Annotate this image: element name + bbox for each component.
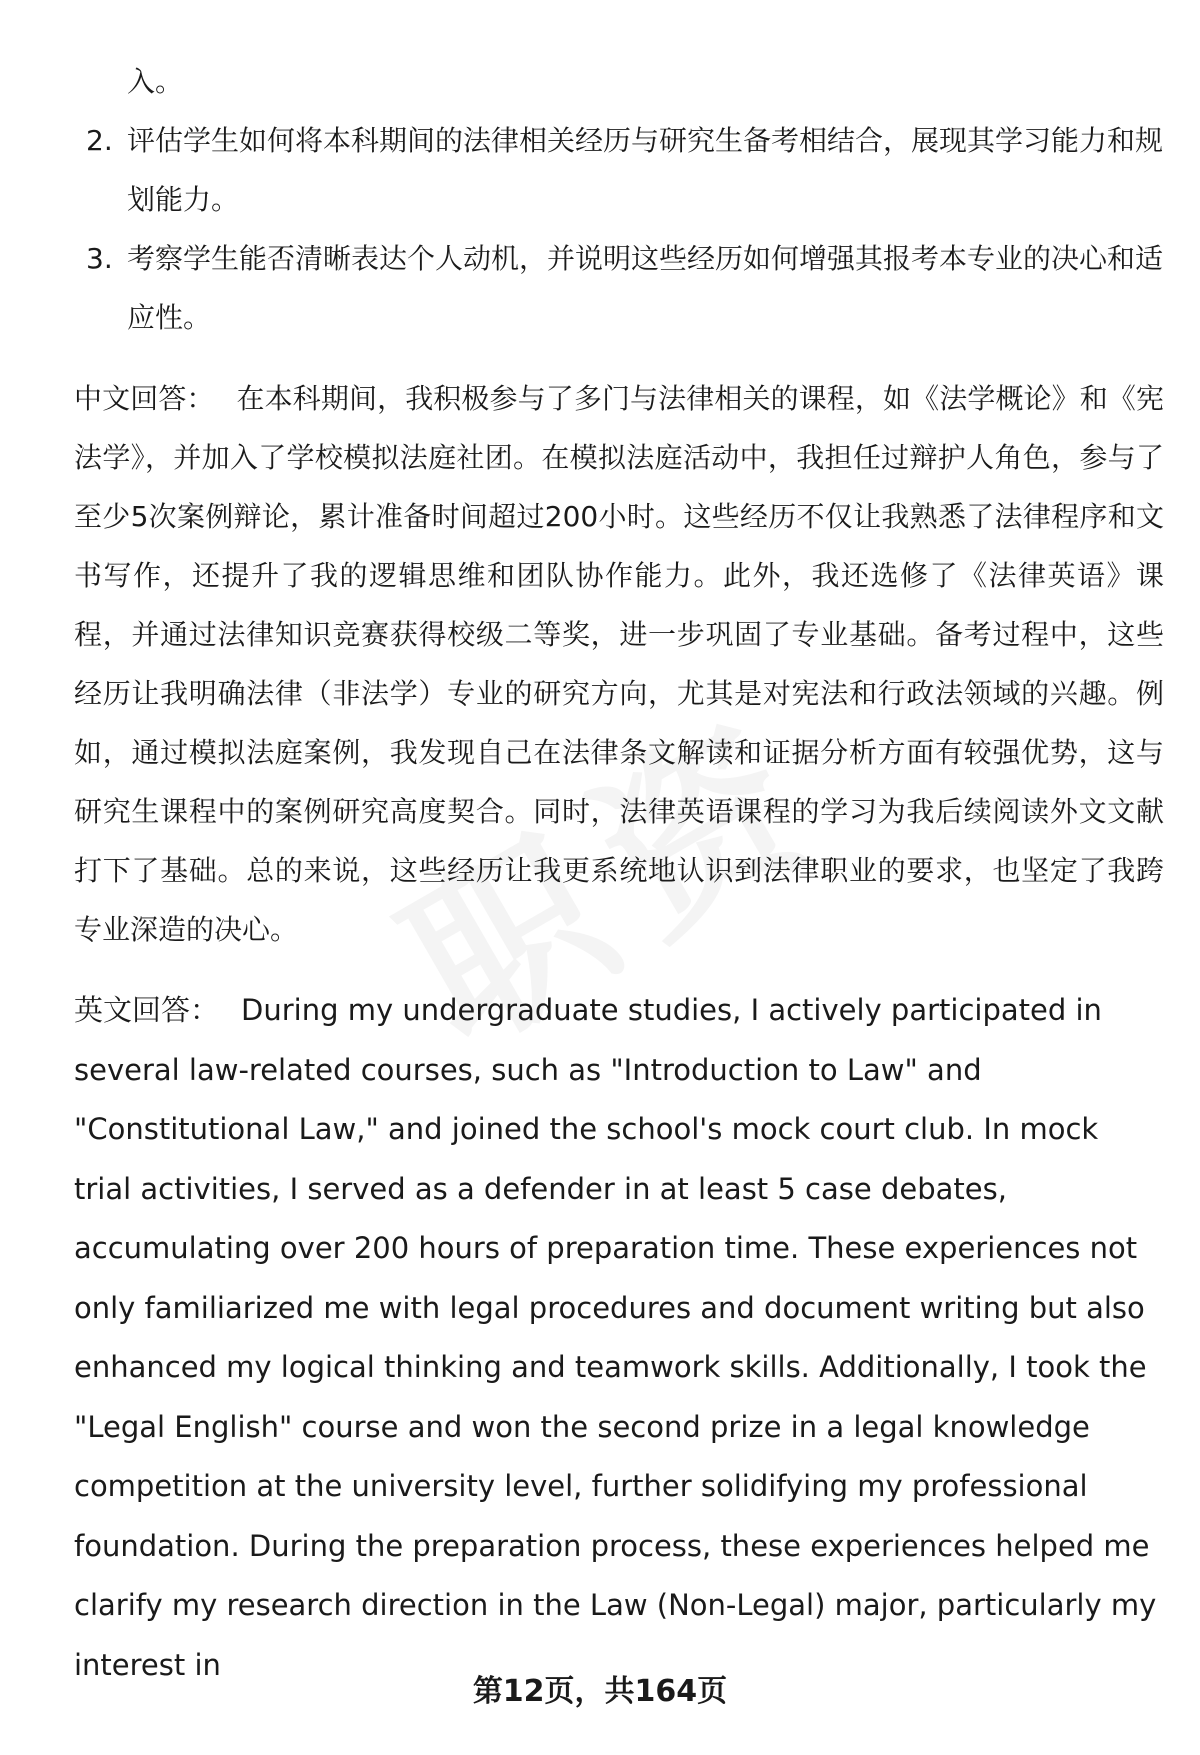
list-number: 3. (86, 242, 113, 275)
english-answer-text: During my undergraduate studies, I actively participated in several law-related courses, such as "Introduction to Law" and "Constitutional Law," and joined the school's mock court club. In mock trial activities, I served as a defender in at least 5 case debates, accumulating over 200 hours of preparation time. These experiences not only familiarized me with legal procedures and document writing but also enhanced my logical thinking and teamwork skills. Additionally, I took the "Legal English" course and won the second prize in a legal knowledge competition at the university level, further solidifying my professional foundation. During the preparation process, these experiences helped me clarify my research direction in the Law (Non-Legal) major, particularly my interest in (74, 993, 1157, 1682)
list-number: 2. (86, 124, 113, 157)
list-item-text: 评估学生如何将本科期间的法律相关经历与研究生备考相结合，展现其学习能力和规划能力。 (127, 124, 1164, 216)
list-item-text: 考察学生能否清晰表达个人动机，并说明这些经历如何增强其报考本专业的决心和适应性。 (127, 242, 1164, 334)
chinese-answer-text: 在本科期间，我积极参与了多门与法律相关的课程，如《法学概论》和《宪法学》，并加入了学校模拟法庭社团。在模拟法庭活动中，我担任过辩护人角色，参与了至少5次案例辩论，累计准备时间超过200小时。这些经历不仅让我熟悉了法律程序和文书写作，还提升了我的逻辑思维和团队协作能力。此外，我还选修了《法律英语》课程，并通过法律知识竞赛获得校级二等奖，进一步巩固了专业基础。备考过程中，这些经历让我明确法律（非法学）专业的研究方向，尤其是对宪法和行政法领域的兴趣。例如，通过模拟法庭案例，我发现自己在法律条文解读和证据分析方面有较强优势，这与研究生课程中的案例研究高度契合。同时，法律英语课程的学习为我后续阅读外文文献打下了基础。总的来说，这些经历让我更系统地认识到法律职业的要求，也坚定了我跨专业深造的决心。 (74, 382, 1164, 946)
list-item (74, 229, 1164, 347)
continued-text: 入。 (127, 65, 184, 98)
chinese-answer-label: 中文回答： (74, 382, 215, 415)
english-answer (74, 981, 1164, 1695)
page-footer: 第12页，共164页 (472, 1674, 728, 1709)
list-item (74, 111, 1164, 229)
page-content (74, 52, 1164, 1695)
criteria-list (74, 111, 1164, 347)
chinese-answer (74, 369, 1164, 959)
english-answer-label: 英文回答： (74, 993, 220, 1027)
